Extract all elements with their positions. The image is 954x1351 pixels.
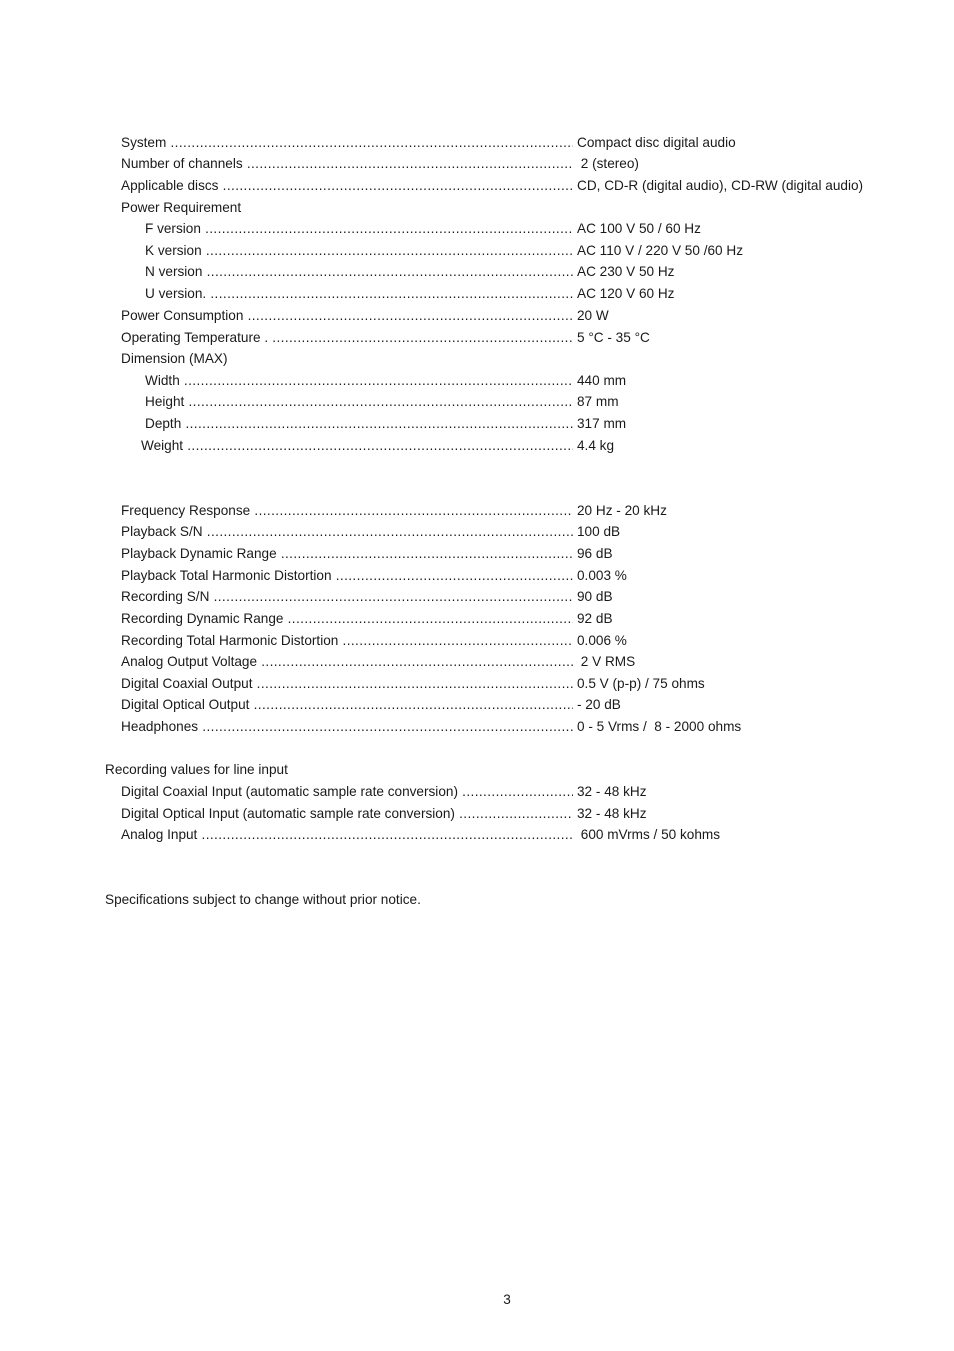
spec-row-digital-coaxial-input bbox=[0, 782, 954, 802]
spec-value: 2 (stereo) bbox=[577, 156, 639, 171]
spec-label: Frequency Response bbox=[121, 503, 251, 518]
spec-row-headphones bbox=[0, 717, 954, 737]
spec-value: 0.5 V (p-p) / 75 ohms bbox=[577, 676, 705, 691]
spec-row-digital-coaxial-output bbox=[0, 674, 954, 694]
spec-label: Operating Temperature . bbox=[121, 330, 269, 345]
spec-row-channels bbox=[0, 154, 954, 174]
spec-label: Playback Dynamic Range bbox=[121, 546, 277, 561]
spec-label: Weight bbox=[141, 438, 184, 453]
spec-row-height bbox=[0, 392, 954, 412]
spec-label: Depth bbox=[145, 416, 182, 431]
spec-label: N version bbox=[145, 264, 203, 279]
spec-label: Recording Total Harmonic Distortion bbox=[121, 633, 339, 648]
spec-value: 0 - 5 Vrms / 8 - 2000 ohms bbox=[577, 719, 742, 734]
spec-label: Digital Coaxial Output bbox=[121, 676, 253, 691]
spec-label: Digital Optical Output bbox=[121, 697, 250, 712]
spec-label: Power Requirement bbox=[121, 200, 242, 215]
spec-label: Dimension (MAX) bbox=[121, 351, 228, 366]
spec-label: U version. bbox=[145, 286, 207, 301]
spec-value: 92 dB bbox=[577, 611, 613, 626]
recording-heading bbox=[0, 760, 954, 780]
spec-label: Height bbox=[145, 394, 185, 409]
spec-row-digital-optical-input bbox=[0, 804, 954, 824]
spec-value: Compact disc digital audio bbox=[577, 135, 736, 150]
spec-value: 2 V RMS bbox=[577, 654, 636, 669]
spec-label: System bbox=[121, 135, 167, 150]
spec-label: Power Consumption bbox=[121, 308, 244, 323]
spec-label: Digital Coaxial Input (automatic sample rate conversion) bbox=[121, 784, 458, 799]
spec-row-recording-thd bbox=[0, 631, 954, 651]
spec-value: - 20 dB bbox=[577, 697, 621, 712]
spec-label: Recording Dynamic Range bbox=[121, 611, 284, 626]
spec-value: 600 mVrms / 50 kohms bbox=[577, 827, 721, 842]
spec-heading-power bbox=[0, 198, 954, 218]
notice-row bbox=[0, 890, 954, 910]
spec-label: Number of channels bbox=[121, 156, 243, 171]
spec-row-u-version bbox=[0, 284, 954, 304]
spec-label: Digital Optical Input (automatic sample rate conversion) bbox=[121, 806, 455, 821]
spec-row-system bbox=[0, 133, 954, 153]
spec-label: Recording S/N bbox=[121, 589, 210, 604]
spec-row-k-version bbox=[0, 241, 954, 261]
spec-label: Headphones bbox=[121, 719, 199, 734]
spec-label: Applicable discs bbox=[121, 178, 219, 193]
spec-row-weight bbox=[0, 436, 954, 456]
spec-label: Width bbox=[145, 373, 180, 388]
spec-row-operating-temperature bbox=[0, 328, 954, 348]
spec-value: 90 dB bbox=[577, 589, 613, 604]
spec-row-power-consumption bbox=[0, 306, 954, 326]
spec-label: Analog Input bbox=[121, 827, 198, 842]
spec-row-playback-thd bbox=[0, 566, 954, 586]
spec-value: 0.006 % bbox=[577, 633, 627, 648]
spec-row-analog-input bbox=[0, 825, 954, 845]
spec-value: AC 230 V 50 Hz bbox=[577, 264, 675, 279]
spec-value: 4.4 kg bbox=[577, 438, 615, 453]
spec-value: 32 - 48 kHz bbox=[577, 784, 647, 799]
spec-value: 317 mm bbox=[577, 416, 627, 431]
spec-value: 100 dB bbox=[577, 524, 621, 539]
spec-row-f-version bbox=[0, 219, 954, 239]
spec-label: Playback S/N bbox=[121, 524, 203, 539]
spec-row-width bbox=[0, 371, 954, 391]
spec-label: K version bbox=[145, 243, 202, 258]
spec-value: 32 - 48 kHz bbox=[577, 806, 647, 821]
spec-value: CD, CD-R (digital audio), CD-RW (digital audio) bbox=[577, 178, 864, 193]
spec-row-n-version bbox=[0, 262, 954, 282]
spec-row-analog-output bbox=[0, 652, 954, 672]
spec-row-playback-dynamic-range bbox=[0, 544, 954, 564]
spec-row-recording-sn bbox=[0, 587, 954, 607]
spec-value: AC 110 V / 220 V 50 /60 Hz bbox=[577, 243, 743, 258]
spec-value: 20 W bbox=[577, 308, 609, 323]
spec-value: 440 mm bbox=[577, 373, 627, 388]
spec-heading-dimension bbox=[0, 349, 954, 369]
section-heading: Recording values for line input bbox=[105, 762, 288, 777]
spec-row-playback-sn bbox=[0, 522, 954, 542]
spec-value: AC 100 V 50 / 60 Hz bbox=[577, 221, 701, 236]
spec-value: 5 °C - 35 °C bbox=[577, 330, 650, 345]
spec-row-frequency-response bbox=[0, 501, 954, 521]
spec-row-digital-optical-output bbox=[0, 695, 954, 715]
spec-value: 87 mm bbox=[577, 394, 619, 409]
spec-value: 0.003 % bbox=[577, 568, 627, 583]
spec-label: Playback Total Harmonic Distortion bbox=[121, 568, 332, 583]
spec-value: 96 dB bbox=[577, 546, 613, 561]
spec-label: F version bbox=[145, 221, 201, 236]
spec-row-recording-dynamic-range bbox=[0, 609, 954, 629]
spec-row-depth bbox=[0, 414, 954, 434]
spec-row-discs bbox=[0, 176, 954, 196]
spec-label: Analog Output Voltage bbox=[121, 654, 258, 669]
notice-text: Specifications subject to change without prior notice. bbox=[105, 892, 421, 907]
spec-value: AC 120 V 60 Hz bbox=[577, 286, 675, 301]
page-number: 3 bbox=[503, 1292, 511, 1307]
spec-value: 20 Hz - 20 kHz bbox=[577, 503, 667, 518]
